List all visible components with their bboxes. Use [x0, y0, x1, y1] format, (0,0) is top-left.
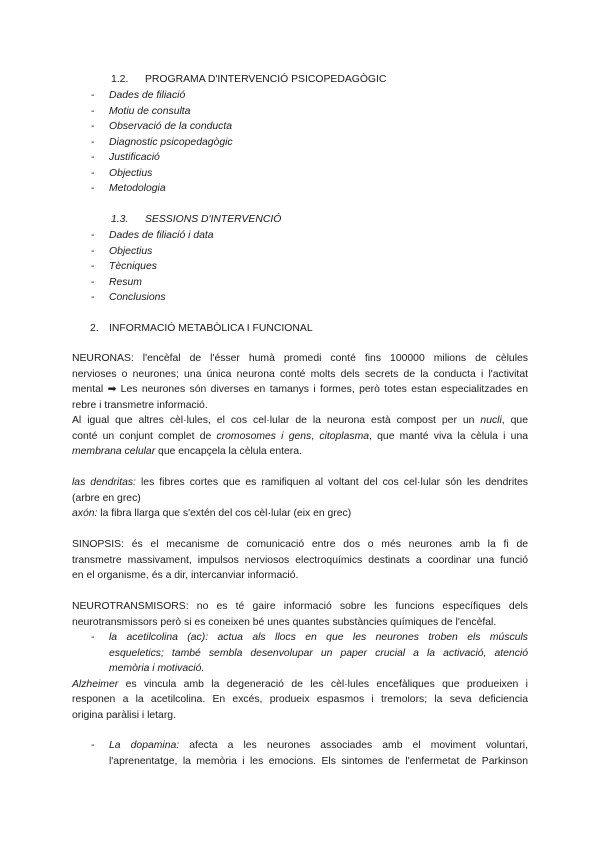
bullet: - [91, 183, 95, 194]
list-item: Motiu de consulta [109, 105, 191, 117]
text-run: , [311, 430, 320, 442]
bullet: - [91, 230, 95, 241]
bullet: - [91, 90, 95, 101]
list-item: Resum [109, 276, 142, 288]
section-2-heading [90, 321, 313, 336]
paragraph-line: NEUROTRANSMISORS: no es té gaire informació sobre les funcions específiques dels [72, 601, 528, 612]
text-run: es vincula amb la degeneració de les cèl·lules encefàliques que produeixen i [118, 678, 528, 690]
term-nucli: nucli [480, 415, 502, 426]
bullet: - [91, 740, 95, 751]
paragraph-line [72, 444, 528, 459]
list-item: Diagnostic psicopedagògic [109, 136, 233, 148]
term-citoplasma: citoplasma [319, 430, 370, 442]
term-axon: axón: [72, 508, 98, 519]
acetilcolina-line: esqueletics; també sembla desenvolupar un paper crucial a la activació, atenció [109, 647, 528, 659]
list-item: Metodologia [109, 183, 166, 194]
text-run: afecta a les neurones associades amb el moviment voluntari, [179, 740, 528, 751]
term-membrana: membrana celular [72, 446, 156, 457]
list-item: Dades de filiació [109, 90, 186, 101]
paragraph-line: origina paràlisi i letarg. [72, 709, 176, 721]
text-run: , que manté viva la cèlula i una [369, 430, 528, 442]
text-run: la fibra llarga que s'extén del cos cèl·lular (eix en grec) [97, 508, 352, 519]
text-run: Al igual que altres cèl·lules, el cos cel·lular de la neurona està compost per un [72, 415, 481, 426]
list-item: Tècniques [109, 261, 157, 272]
acetilcolina-line: la acetilcolina (ac): actua als llocs en que les neurones troben els músculs [109, 632, 528, 643]
section-number: 1.2. [111, 74, 129, 85]
dopamina-line [109, 738, 528, 753]
section-title: PROGRAMA D'INTERVENCIÓ PSICOPEDAGÒGIC [145, 74, 387, 85]
paragraph-line [72, 677, 528, 692]
paragraph-line [72, 506, 528, 521]
bullet: - [91, 292, 95, 303]
paragraph-line: SINOPSIS: és el mecanisme de comunicació entre dos o més neurones amb la fi de [72, 539, 528, 550]
text-run: , que [501, 415, 528, 426]
list-item: Conclusions [109, 292, 166, 303]
term-dopamina: La dopamina: [109, 740, 180, 751]
section-title: INFORMACIÓ METABÒLICA I FUNCIONAL [109, 323, 313, 334]
paragraph-line: mental ➡ Les neurones són diverses en tamanys i formes, però totes estan especialitzades en [72, 384, 528, 395]
dopamina-line: l'aprenentatge, la memòria i les emocions. Els sintomes de l'enfermetat de Parkinson [109, 755, 528, 767]
section-1-3-heading [111, 212, 281, 227]
bullet: - [91, 276, 95, 288]
paragraph-line [72, 413, 528, 428]
bullet: - [91, 105, 95, 117]
text-run: que encapçela la cèlula entera. [155, 446, 302, 457]
paragraph-line: (arbre en grec) [72, 492, 141, 504]
paragraph-line: nervioses o neurones; una única neurona conté molts dels secrets de la conducta i l'activitat [72, 368, 528, 380]
paragraph-line: rebre i transmetre informació. [72, 399, 208, 411]
bullet: - [91, 167, 95, 179]
bullet: - [91, 261, 95, 272]
term-alzheimer: Alzheimer [72, 678, 119, 690]
paragraph-line: transmetre massivament, impulsos nerviosos electroquímics destinats a coordinar una funció [72, 554, 528, 566]
paragraph-line [72, 429, 528, 444]
list-item: Dades de filiació i data [109, 230, 214, 241]
term-cromosomes: cromosomes i gens [216, 430, 312, 442]
list-item: Justificació [109, 152, 160, 163]
paragraph-line: en el organisme, és a dir, intercanviar informació. [72, 570, 299, 581]
list-item: Observació de la conducta [109, 121, 233, 132]
bullet: - [91, 632, 95, 643]
paragraph-line: responen a la acetilcolina. En excés, produeix espasmos i tremolors; la seva deficiencia [72, 694, 528, 705]
acetilcolina-line: memòria i motivació. [109, 663, 205, 674]
bullet: - [91, 152, 95, 163]
list-item: Objectius [109, 245, 153, 257]
paragraph-line: neurotransmissors però si es coneixen bé unes quantes substàncies químiques de l'encèfal. [72, 616, 497, 628]
section-title: SESSIONS D'INTERVENCIÓ [145, 214, 282, 225]
paragraph-line: NEURONAS: l'encèfal de l'ésser humà promedi conté fins 100000 milions de cèlules [72, 353, 528, 364]
term-dendritas: las dendritas: [72, 477, 136, 488]
paragraph-line [72, 475, 528, 490]
bullet: - [91, 136, 95, 148]
section-1-2-heading [111, 72, 386, 87]
text-run: les fibres cortes que es ramifiquen al voltant del cos cel·lular són les dendrites [135, 477, 528, 488]
bullet: - [91, 121, 95, 132]
text-run: conté un conjunt complet de [72, 430, 217, 442]
bullet: - [91, 245, 95, 257]
section-number: 1.3. [111, 214, 129, 225]
section-number: 2. [90, 323, 99, 334]
list-item: Objectius [109, 167, 153, 179]
